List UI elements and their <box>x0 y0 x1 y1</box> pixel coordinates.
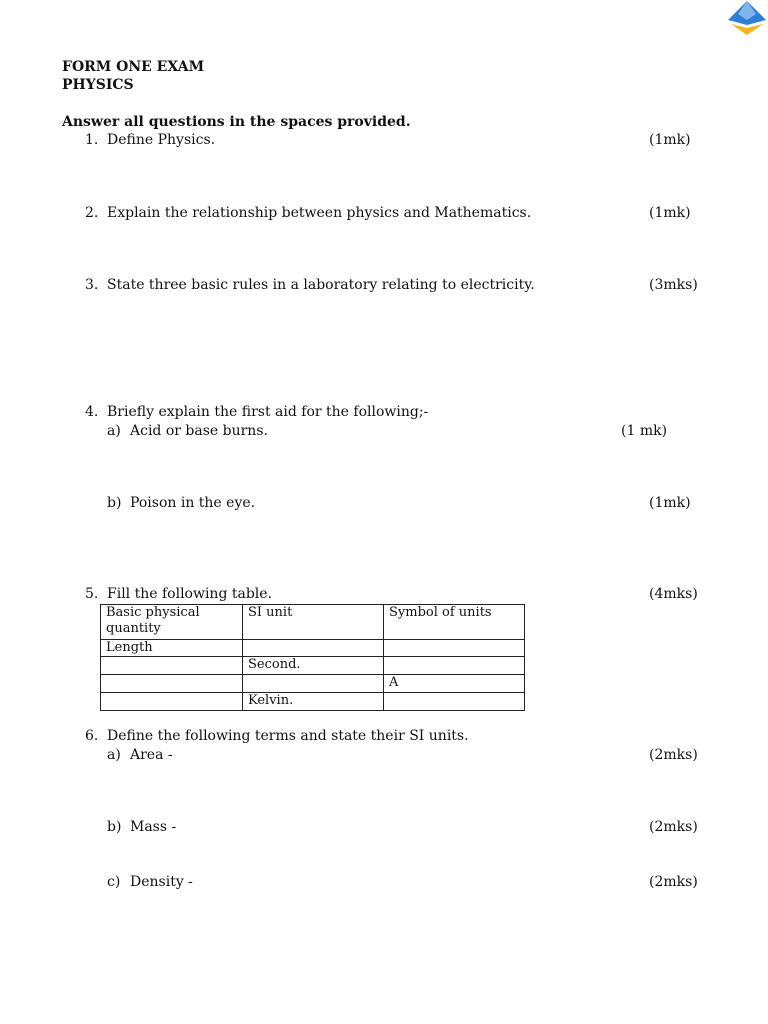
q3-text: State three basic rules in a laboratory relating to electricity. <box>107 277 535 293</box>
table-cell[interactable] <box>243 675 384 693</box>
q6b-text: Mass - <box>130 819 177 835</box>
q6a-text: Area - <box>130 747 173 763</box>
q6c-label: c) <box>107 874 121 890</box>
table-cell[interactable]: Kelvin. <box>243 693 384 711</box>
table-cell[interactable] <box>101 693 243 711</box>
table-header-cell: Basic physical quantity <box>101 605 243 640</box>
q6b-marks: (2mks) <box>649 819 698 835</box>
q2-marks: (1mk) <box>649 205 691 221</box>
q6c-text: Density - <box>130 874 193 890</box>
q6a-marks: (2mks) <box>649 747 698 763</box>
q6a-label: a) <box>107 747 121 763</box>
q4b-text: Poison in the eye. <box>130 495 256 511</box>
exam-subject: PHYSICS <box>62 77 134 93</box>
q3-marks: (3mks) <box>649 277 698 293</box>
table-row <box>101 675 525 693</box>
table-row <box>101 693 525 711</box>
q6-number: 6. <box>85 728 99 744</box>
table-cell[interactable]: A <box>384 675 525 693</box>
q4b-label: b) <box>107 495 122 511</box>
q2-number: 2. <box>85 205 99 221</box>
q4a-marks: (1 mk) <box>621 423 668 439</box>
publisher-logo-icon <box>726 0 768 36</box>
q1-marks: (1mk) <box>649 132 691 148</box>
q4-text: Briefly explain the first aid for the following;- <box>107 404 429 420</box>
table-cell[interactable] <box>101 657 243 675</box>
q4a-text: Acid or base burns. <box>130 423 268 439</box>
table-row <box>101 657 525 675</box>
q6c-marks: (2mks) <box>649 874 698 890</box>
q5-number: 5. <box>85 586 99 602</box>
table-cell[interactable]: Second. <box>243 657 384 675</box>
q4a-label: a) <box>107 423 121 439</box>
q6-text: Define the following terms and state their SI units. <box>107 728 469 744</box>
table-cell[interactable] <box>101 675 243 693</box>
q4-number: 4. <box>85 404 99 420</box>
table-row <box>101 640 525 657</box>
q1-text: Define Physics. <box>107 132 216 148</box>
table-cell[interactable] <box>384 640 525 657</box>
table-header-cell: Symbol of units <box>384 605 525 640</box>
q5-text: Fill the following table. <box>107 586 273 602</box>
q2-text: Explain the relationship between physics and Mathematics. <box>107 205 532 221</box>
table-cell[interactable] <box>243 640 384 657</box>
q4b-marks: (1mk) <box>649 495 691 511</box>
table-cell[interactable]: Length <box>101 640 243 657</box>
table-cell[interactable] <box>384 693 525 711</box>
table-header-row <box>101 605 525 640</box>
exam-title: FORM ONE EXAM <box>62 59 205 75</box>
instruction: Answer all questions in the spaces provided. <box>62 114 411 130</box>
q1-number: 1. <box>85 132 99 148</box>
q6b-label: b) <box>107 819 122 835</box>
table-header-cell: SI unit <box>243 605 384 640</box>
units-table <box>100 604 525 711</box>
q5-marks: (4mks) <box>649 586 698 602</box>
table-cell[interactable] <box>384 657 525 675</box>
q3-number: 3. <box>85 277 99 293</box>
